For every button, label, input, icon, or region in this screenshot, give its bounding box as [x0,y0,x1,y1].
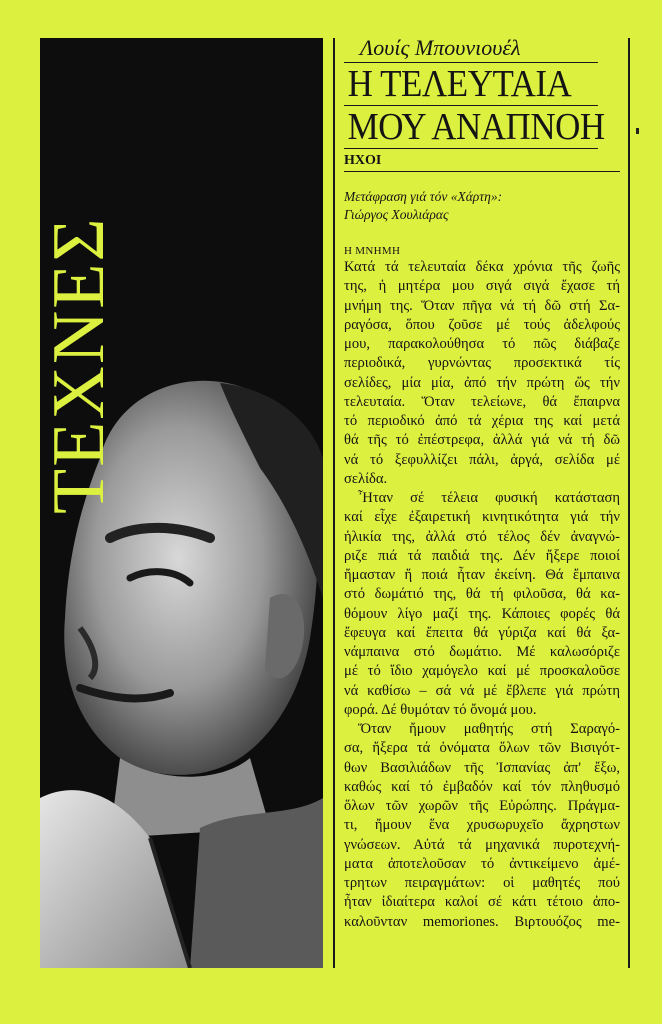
body-line: σελίδες, μία μία, ἀπό τήν πρώτη ὥς τήν [344,374,620,391]
body-line: νάμπαινα στό δωμάτιο. Μέ καλωσόριζε [344,644,620,660]
translation-line-2: Γιώργος Χουλιάρας [344,207,449,222]
body-line: Ἦταν σέ τέλεια φυσική κατάσταση [358,490,620,506]
body-line: ἦταν ἰδιαίτερα καλοί σέ κάτι τέτοιο ἀπο- [344,894,620,911]
body-line: σα, ἤξερα τά ὀνόματα ὅλων τῶν Βισιγότ- [344,740,620,757]
body-line: Κατά τά τελευταία δέκα χρόνια τῆς ζωῆς [344,259,620,275]
body-line: θόμουν λίγο μαζί της. Κάποιες φορές θά [344,605,620,622]
body-line: τό περιοδικό ἀπό τά χέρια της καί μετά [344,413,620,429]
body-line: καί εἶχε ἐξαιρετική κινητικότητα γιά τήν [344,509,620,526]
body-line: ματα ἀποτελοῦσαν τό ἀντικείμενο ἀμέ- [344,855,620,872]
body-line: τρητων πειραγμάτων: οἱ μαθητές πού [344,875,620,891]
body-line: νά καθίσω – σά νά μέ ἔβλεπε γιά πρώτη [344,682,620,699]
body-line: μου, παρακολούθησα τό πῶς διάβαζε [344,336,620,352]
body-line: ἡλικία της, ἀλλά στό τέλος δέν ἀναγνώ- [344,528,620,545]
translation-line-1: Μετάφραση γιά τόν «Χάρτη»: [344,189,503,204]
body-line: σελίδα. [344,470,388,487]
body-line: μνήμη της. Ὅταν πῆγα νά τή δῶ στή Σα- [344,297,620,314]
body-line: ραγόσα, ὅπου ζοῦσε μέ τούς ἀδελφούς [344,316,620,333]
title-line-2: ΜΟΥ ΑΝΑΠΝΟΗ [344,105,598,149]
body-line: φορά. Δέ θυμόταν τό ὄνομά μου. [344,701,537,718]
author-name: Λουίς Μπουνιουέλ [360,35,521,60]
body-line: ἔφευγα καί ἔπειτα θά γύριζα καί θά ξα- [344,624,620,641]
subhead: Η ΜΝΗΜΗ [344,245,401,257]
title-line-1: Η ΤΕΛΕΥΤΑΙΑ [344,62,598,105]
body-line: Ὅταν ἤμουν μαθητής στή Σαραγό- [358,721,620,737]
body-line: της, ἡ μητέρα μου σιγά σιγά ἔχασε τή [344,278,620,295]
body-line: θά τῆς τό ἐπέστρεφα, ἀλλά γιά νά τή δῶ [344,432,620,449]
translation-credit [344,188,620,224]
body-line: νά τό ξεφυλλίζει πάλι, ἀργά, σελίδα μέ [344,451,620,468]
body-line: θων Βασιλιάδων τῆς Ἰσπανίας ἀπ' ἔξω, [344,759,620,776]
body-line: γνώσεων. Αὐτά τά μηχανικά πυροτεχνή- [344,836,620,853]
body-line: τελευταία. Ὅταν τελείωνε, θά ἔπαιρνα [344,393,620,410]
article-body [344,258,620,932]
margin-mark [636,128,639,134]
body-line: περιοδικά, γυρνώντας προσεκτικά τίς [344,355,620,372]
body-line: ἤμασταν ἤ ποιά ἦταν ἐκείνη. Θά ἔμπαινα [344,567,620,583]
body-line: ριζε πιά τά παιδιά της. Δέν ἤξερε ποιοί [344,547,620,564]
article-column [344,34,620,932]
vertical-section-title: ΤΕΧΝΕΣ [38,216,120,514]
body-line: στό δωμάτιό της, θά τή φιλοῦσα, θά κα- [344,586,620,603]
body-line: ὅλων τῶν χωρῶν τῆς Εὐρώπης. Πράγμα- [344,798,620,814]
column-divider [333,38,335,968]
body-line: μέ τό ἴδιο χαμόγελο καί μέ προσκαλοῦσε [344,663,620,680]
body-line: καλοῦνταν memoriones. Βιρτουόζος me- [344,913,620,930]
body-line: τι, ἤμουν ἕνα χρυσωρυχεῖο ἄχρηστων [344,817,620,834]
body-line: καθώς καί τό ἐμβαδόν καί τόν πληθυσμό [344,778,620,795]
right-rule [628,38,630,968]
section-label: ΗΧΟΙ [344,151,620,172]
